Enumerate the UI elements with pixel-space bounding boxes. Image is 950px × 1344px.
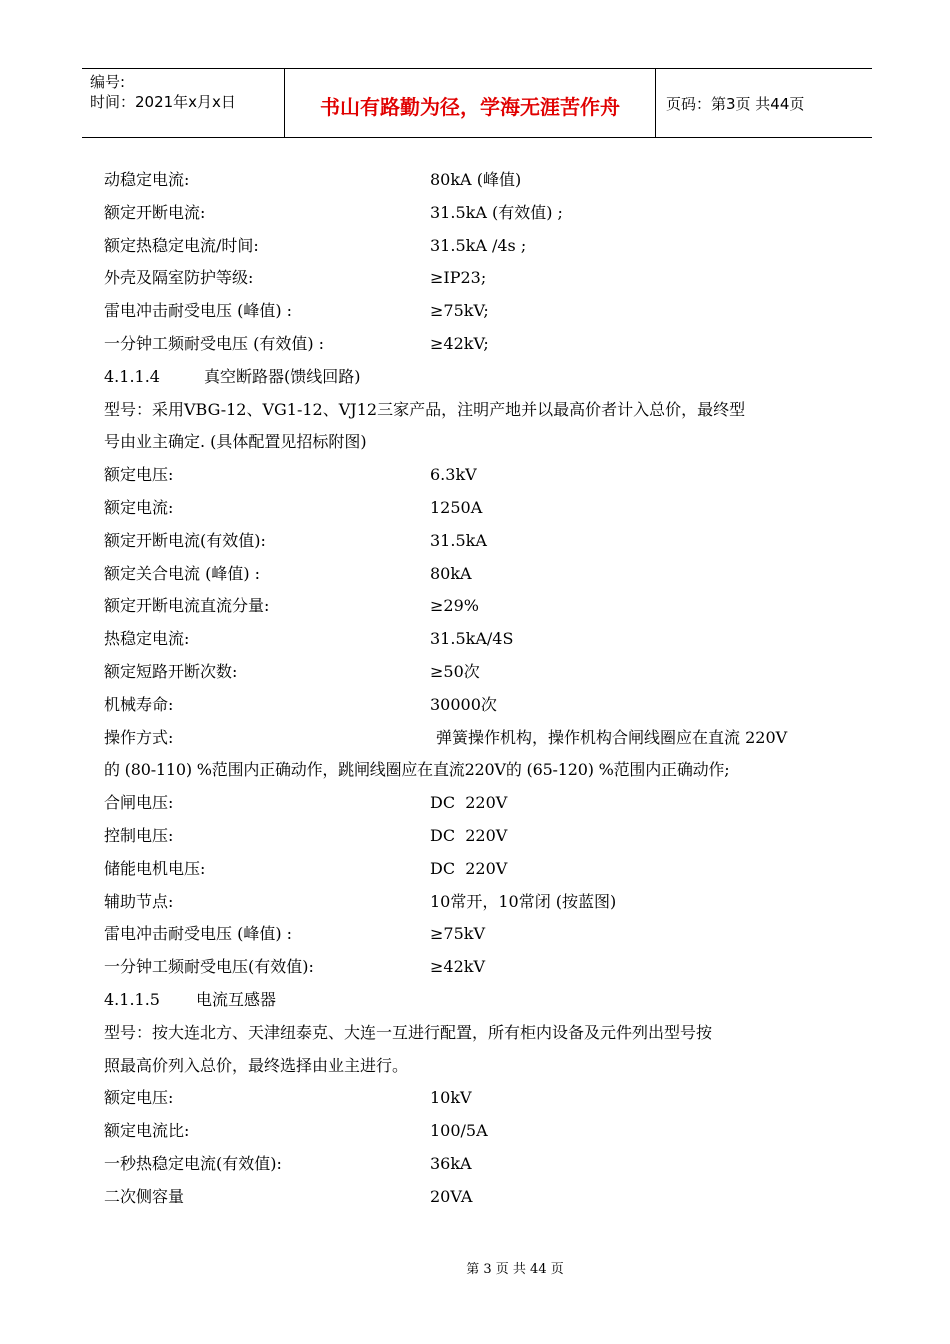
spec-row (104, 787, 864, 820)
spec-row (104, 328, 864, 361)
spec-key: 储能电机电压: (104, 858, 206, 878)
spec-key: 额定短路开断次数: (104, 661, 238, 681)
spec-row (104, 886, 864, 919)
document-number-label: 编号: (90, 73, 126, 91)
spec-row-operation (104, 722, 864, 755)
spec-row (104, 623, 864, 656)
spec-key: 雷电冲击耐受电压 (峰值) : (104, 301, 293, 321)
paragraph-line (104, 394, 864, 427)
spec-row (104, 295, 864, 328)
header-middle-cell (285, 69, 656, 137)
paragraph-line (104, 1050, 864, 1083)
header-page-label: 页码：第3页 共44页 (666, 95, 805, 113)
paragraph-line (104, 1017, 864, 1050)
spec-key: 控制电压: (104, 825, 174, 845)
spec-key: 二次侧容量 (104, 1186, 185, 1206)
spec-key: 一秒热稳定电流(有效值): (104, 1153, 282, 1173)
spec-row (104, 197, 864, 230)
spec-row (104, 492, 864, 525)
spec-row (104, 656, 864, 689)
spec-key: 额定电压: (104, 465, 174, 485)
spec-key: 一分钟工频耐受电压(有效值): (104, 957, 314, 977)
spec-key: 合闸电压: (104, 793, 174, 813)
header-left-cell (82, 69, 285, 137)
header-motto: 书山有路勤为径，学海无涯苦作舟 (320, 95, 620, 119)
paragraph-line (104, 426, 864, 459)
spec-key: 额定开断电流(有效值): (104, 530, 266, 550)
spec-row (104, 525, 864, 558)
spec-row (104, 918, 864, 951)
spec-key: 一分钟工频耐受电压 (有效值) : (104, 333, 325, 353)
spec-value: ≥IP23; (430, 268, 487, 288)
spec-key: 热稳定电流: (104, 629, 190, 649)
spec-value: 6.3kV (430, 465, 477, 485)
spec-value: ≥75kV (430, 924, 486, 944)
spec-key: 额定开断电流直流分量: (104, 596, 270, 616)
spec-key: 机械寿命: (104, 694, 174, 714)
paragraph-text: 的 (80-110) %范围内正确动作，跳闸线圈应在直流220V的 (65-120) %范围内正确动作; (104, 760, 730, 780)
spec-value: ≥50次 (430, 661, 480, 681)
paragraph-text: 型号：采用VBG-12、VG1-12、VJ12三家产品，注明产地并以最高价者计入总价，最终型 (104, 399, 746, 419)
spec-key: 外壳及隔室防护等级: (104, 268, 254, 288)
section-number: 4.1.1.4 (104, 366, 160, 386)
spec-row (104, 1082, 864, 1115)
spec-value: 80kA (430, 563, 472, 583)
section-title: 电流互感器 (196, 989, 277, 1009)
spec-value: 30000次 (430, 694, 497, 714)
spec-key: 额定电流: (104, 497, 174, 517)
spec-key: 辅助节点: (104, 891, 174, 911)
spec-key: 额定关合电流 (峰值) : (104, 563, 261, 583)
spec-row (104, 1115, 864, 1148)
spec-key: 额定开断电流: (104, 202, 206, 222)
spec-value: ≥29% (430, 596, 479, 616)
spec-row (104, 459, 864, 492)
spec-row (104, 820, 864, 853)
spec-value: 31.5kA (有效值) ; (430, 202, 563, 222)
spec-value: 1250A (430, 497, 483, 517)
document-body (104, 164, 864, 1214)
paragraph-text: 号由业主确定. (具体配置见招标附图) (104, 432, 367, 452)
paragraph-text: 照最高价列入总价，最终选择由业主进行。 (104, 1055, 409, 1075)
section-heading (104, 361, 864, 394)
header-right-cell (656, 69, 872, 137)
spec-row (104, 262, 864, 295)
section-number: 4.1.1.5 (104, 989, 160, 1009)
page-footer: 第 3 页 共 44 页 (466, 1262, 564, 1277)
spec-value: 31.5kA /4s ; (430, 235, 527, 255)
section-heading (104, 984, 864, 1017)
paragraph-text: 型号：按大连北方、天津纽泰克、大连一互进行配置，所有柜内设备及元件列出型号按 (104, 1022, 713, 1042)
spec-value: 31.5kA (430, 530, 487, 550)
paragraph-line (104, 754, 864, 787)
spec-row (104, 558, 864, 591)
spec-row (104, 230, 864, 263)
page-header (82, 68, 872, 138)
spec-value: DC 220V (430, 793, 508, 813)
spec-value: ≥42kV (430, 957, 486, 977)
spec-value: 10常开，10常闭 (按蓝图) (430, 891, 617, 911)
section-title: 真空断路器(馈线回路) (204, 366, 361, 386)
spec-value: 10kV (430, 1088, 472, 1108)
spec-key: 雷电冲击耐受电压 (峰值) : (104, 924, 293, 944)
spec-row (104, 951, 864, 984)
spec-value: 弹簧操作机构，操作机构合闸线圈应在直流 220V (436, 727, 788, 747)
spec-row (104, 853, 864, 886)
spec-value: ≥75kV; (430, 301, 489, 321)
spec-key: 额定电压: (104, 1088, 174, 1108)
spec-key: 操作方式: (104, 727, 174, 747)
spec-value: DC 220V (430, 858, 508, 878)
spec-key: 额定电流比: (104, 1121, 190, 1141)
spec-key: 动稳定电流: (104, 170, 190, 189)
spec-row (104, 1148, 864, 1181)
spec-value: 31.5kA/4S (430, 629, 514, 649)
spec-value: 100/5A (430, 1121, 488, 1141)
document-time-label: 时间：2021年x月x日 (90, 93, 236, 111)
spec-value: 20VA (430, 1186, 473, 1206)
spec-key: 额定热稳定电流/时间: (104, 235, 259, 255)
spec-row (104, 164, 864, 197)
spec-value: DC 220V (430, 825, 508, 845)
spec-value: ≥42kV; (430, 333, 489, 353)
spec-value: 80kA (峰值) (430, 170, 522, 189)
spec-row (104, 590, 864, 623)
spec-row (104, 1181, 864, 1214)
spec-row (104, 689, 864, 722)
spec-value: 36kA (430, 1153, 472, 1173)
